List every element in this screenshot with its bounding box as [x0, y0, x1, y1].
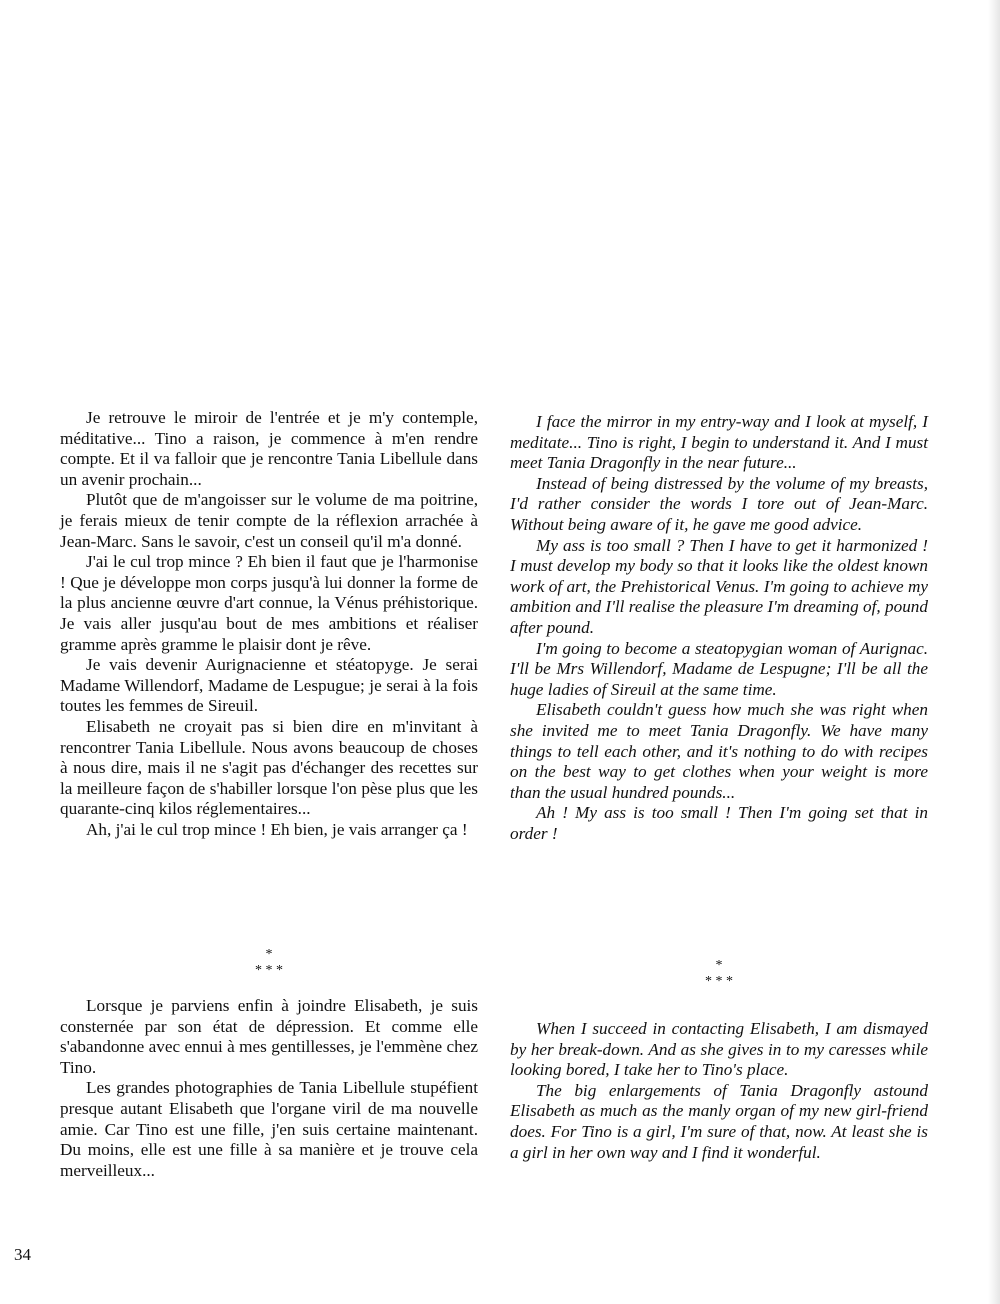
- french-column-section-2: [60, 996, 478, 1181]
- separator-stars-bottom: * * *: [705, 974, 733, 989]
- english-column-section-1: [510, 412, 928, 844]
- separator-star-top: *: [715, 958, 723, 973]
- english-paragraph: Elisabeth couldn't guess how much she was right when she invited me to meet Tania Dragonfly. We have many things to tell each other, and it's nothing to do with recipes on the best way to get clothes when your weight is more than the usual hundred pounds...: [510, 700, 928, 802]
- french-paragraph: Ah, j'ai le cul trop mince ! Eh bien, je vais arranger ça !: [86, 819, 468, 839]
- french-paragraph: Je retrouve le miroir de l'entrée et je m'y contemple, méditative... Tino a raison, je commence à m'en rendre compte. Et il va falloir que je rencontre Tania Libellule dans un avenir prochain...: [60, 408, 478, 489]
- english-paragraph: Ah ! My ass is too small ! Then I'm going set that in order !: [510, 803, 928, 843]
- french-paragraph: Plutôt que de m'angoisser sur le volume de ma poitrine, je ferais mieux de tenir compte de la réflexion arrachée à Jean-Marc. Sans le savoir, c'est un conseil qu'il m'a donné.: [60, 490, 478, 551]
- french-paragraph: J'ai le cul trop mince ? Eh bien il faut que je l'harmonise ! Que je développe mon corps jusqu'à lui donner la forme de la plus ancienne œuvre d'art connue, la Vénus préhistorique. Je vais aller jusqu'au bout de mes ambitions et réaliser gramme après gramme le plaisir dont je rêve.: [60, 552, 478, 654]
- page-edge-shadow: [988, 0, 1000, 1304]
- french-paragraph: Elisabeth ne croyait pas si bien dire en m'invitant à rencontrer Tania Libellule. Nous avons beaucoup de choses à nous dire, mais il ne s'agit pas d'échanger des recettes sur la meilleure façon de s'habiller lorsque l'on pèse plus que les quarante-cinq kilos réglementaires...: [60, 716, 478, 819]
- french-column-section-1: [60, 408, 478, 840]
- english-paragraph: When I succeed in contacting Elisabeth, I am dismayed by her break-down. And as she gives in to my caresses while looking bored, I take her to Tino's place.: [510, 1019, 928, 1080]
- english-section-separator: [510, 958, 928, 990]
- english-paragraph: The big enlargements of Tania Dragonfly astound Elisabeth as much as the manly organ of my new girl-friend does. For Tino is a girl, I'm sure of that, now. At least she is a girl in her own way and I find it wonderful.: [510, 1080, 928, 1162]
- french-paragraph: Lorsque je parviens enfin à joindre Elisabeth, je suis consternée par son état de dépression. Et comme elle s'abandonne avec ennui à mes gentillesses, je l'emmène chez Tino.: [60, 996, 478, 1077]
- english-paragraph: I face the mirror in my entry-way and I look at myself, I meditate... Tino is right, I begin to understand it. And I must meet Tania Dragonfly in the near future...: [510, 412, 928, 473]
- english-paragraph: My ass is too small ? Then I have to get it harmonized ! I must develop my body so that it looks like the oldest known work of art, the Prehistorical Venus. I'm going to achieve my ambition and I'll realise the pleasure I'm dreaming of, pound after pound.: [510, 535, 928, 637]
- separator-stars-bottom: * * *: [255, 963, 283, 978]
- english-paragraph: Instead of being distressed by the volume of my breasts, I'd rather consider the words I tore out of Jean-Marc. Without being aware of it, he gave me good advice.: [510, 473, 928, 534]
- french-section-separator: [60, 947, 478, 979]
- french-paragraph: Les grandes photographies de Tania Libellule stupéfient presque autant Elisabeth que l'organe viril de ma nouvelle amie. Car Tino est une fille, j'en suis certaine maintenant. Du moins, elle est une fille à sa manière et je trouve cela merveilleux...: [60, 1078, 478, 1180]
- page-number: 34: [14, 1245, 31, 1264]
- french-paragraph: Je vais devenir Aurignacienne et stéatopyge. Je serai Madame Willendorf, Madame de Lespugue; je serai à la fois toutes les femmes de Sireuil.: [60, 655, 478, 716]
- english-column-section-2: [510, 1019, 928, 1163]
- separator-star-top: *: [265, 947, 273, 962]
- english-paragraph: I'm going to become a steatopygian woman of Aurignac. I'll be Mrs Willendorf, Madame de Lespugne; I'll be all the huge ladies of Sireuil at the same time.: [510, 638, 928, 699]
